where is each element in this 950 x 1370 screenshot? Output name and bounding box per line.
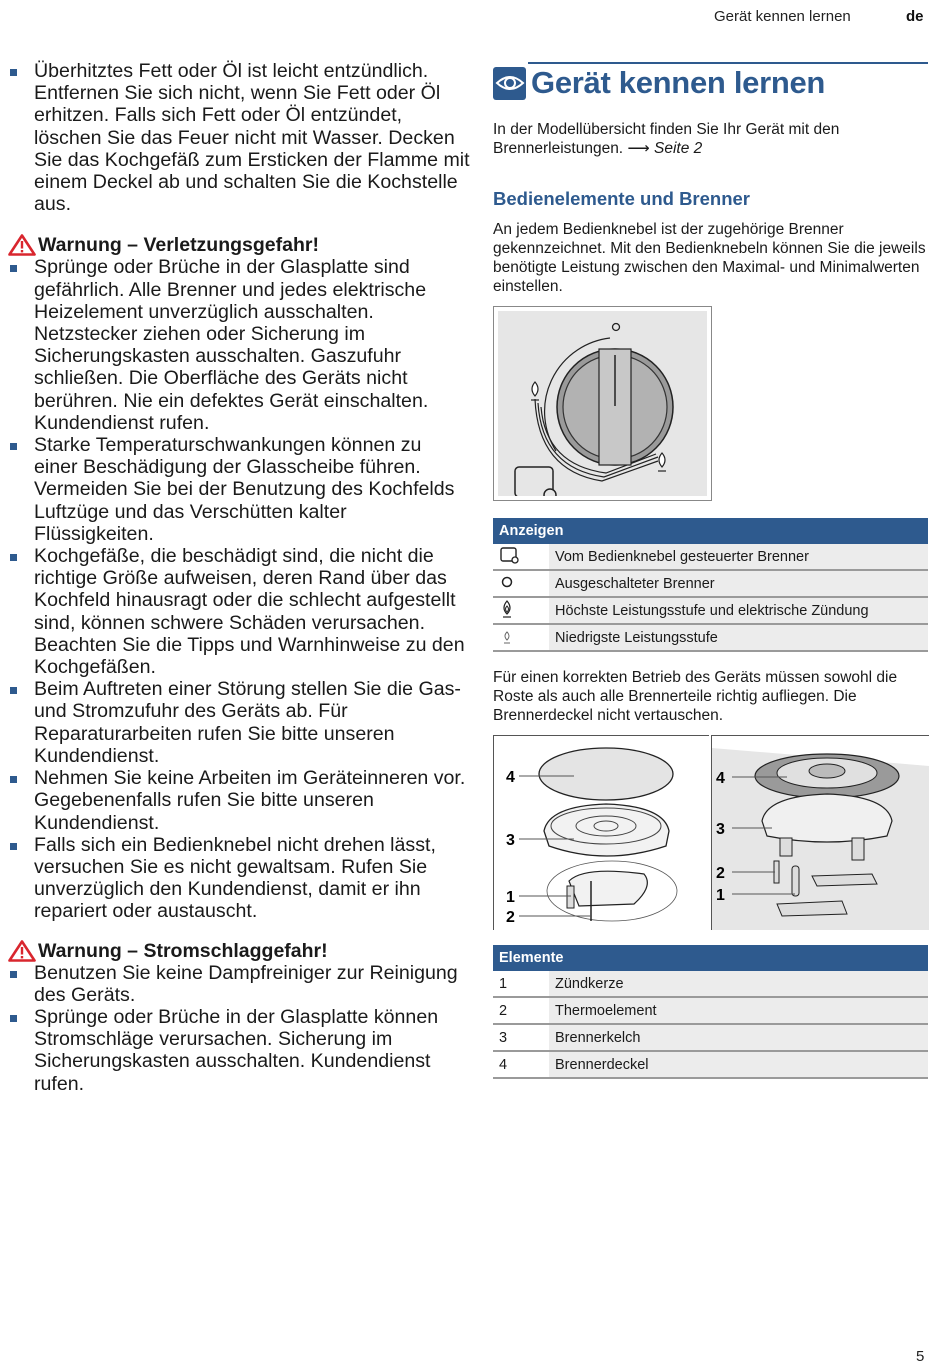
bullet-square-icon [10,554,17,561]
intro-paragraph: In der Modellübersicht finden Sie Ihr Gerät mit den Brennerleistungen. ⟶ Seite 2 [493,121,840,157]
warning-triangle-icon [8,940,36,962]
page-title: Gerät kennen lernen [493,65,928,101]
list-item: Starke Temperaturschwankungen können zu einer Beschädigung der Glasscheibe führen. Vermeiden Sie bei der Benutzung des Kochfelds Luftzüge und das Verschütten kalter Flüssigkeiten. [0,434,470,545]
table-header: Anzeigen [493,518,928,544]
callout-2: 2 [506,909,515,926]
bullet-square-icon [10,69,17,76]
callout-4: 4 [506,769,515,786]
elements-table [493,945,928,1079]
burner-figure-left [493,735,709,930]
assembly-paragraph: Für einen korrekten Betrieb des Geräts müssen sowohl die Roste als auch alle Brennerteile richtig aufliegen. Die Brennerdeckel nicht vertauschen. [493,669,898,724]
table-row: 3 Brennerkelch [493,1024,928,1051]
burner-position-icon [493,544,549,570]
off-circle-icon [493,570,549,597]
header-section-title: Gerät kennen lernen [714,8,851,25]
intro-bullet-list [0,60,470,215]
warning-injury-heading: Warnung – Verletzungsgefahr! [8,234,470,256]
bullet-square-icon [10,843,17,850]
small-flame-icon [493,624,549,651]
left-column [0,60,470,1095]
burner-figure-right [711,735,929,930]
list-item: Benutzen Sie keine Dampfreiniger zur Reinigung des Geräts. [0,962,470,1006]
large-flame-icon [493,597,549,624]
list-item: Sprünge oder Brüche in der Glasplatte können Stromschläge verursachen. Sicherung im Sicherungskasten ausschalten. Kundendienst rufen. [0,1006,470,1095]
list-item: Überhitztes Fett oder Öl ist leicht entzündlich. Entfernen Sie sich nicht, wenn Sie Fett oder Öl erhitzen. Falls sich Fett oder Öl entzündet, löschen Sie das Feuer nicht mit Wasser. Decken Sie das Kochgefäß zum Ersticken der Flamme mit einem Deckel ab und schalten Sie die Kochstelle aus. [0,60,470,215]
bullet-square-icon [10,265,17,272]
table-row: 1 Zündkerze [493,971,928,997]
list-item: Beim Auftreten einer Störung stellen Sie die Gas- und Stromzufuhr des Geräts ab. Für Reparaturarbeiten rufen Sie bitte unseren Kundendienst. [0,678,470,767]
callout-1: 1 [716,887,725,904]
warning-triangle-icon [8,234,36,256]
table-row: Ausgeschalteter Brenner [493,570,928,597]
warning-shock-heading: Warnung – Stromschlaggefahr! [8,940,470,962]
bullet-square-icon [10,443,17,450]
subheading-paragraph: An jedem Bedienknebel ist der zugehörige Brenner gekennzeichnet. Mit den Bedienknebeln können Sie die jeweils benötigte Leistung zwischen den Maximal- und Minimalwerten einstellen. [493,221,926,295]
page-number: 5 [916,1348,925,1365]
header-language: de [906,8,924,25]
page-reference-link[interactable]: Seite 2 [653,140,703,157]
bullet-square-icon [10,687,17,694]
table-row: 2 Thermoelement [493,997,928,1024]
list-item: Sprünge oder Brüche in der Glasplatte sind gefährlich. Alle Brenner und jedes elektrische Heizelement unverzüglich ausschalten. Netzstecker ziehen oder Sicherung im Sicherungskasten ausschalten. Gaszufuhr schließen. Die Oberfläche des Geräts nicht berühren. Nie ein defektes Gerät einschalten. Kundendienst rufen. [0,256,470,434]
list-item: Falls sich ein Bedienknebel nicht drehen lässt, versuchen Sie es nicht gewaltsam. Rufen Sie unverzüglich den Kundendienst, damit er ihn repariert oder austauscht. [0,834,470,923]
callout-4: 4 [716,770,725,787]
table-row: Niedrigste Leistungsstufe [493,624,928,651]
callout-3: 3 [716,821,725,838]
right-column [493,62,928,1073]
bullet-square-icon [10,1015,17,1022]
eye-icon [493,67,526,100]
callout-2: 2 [716,865,725,882]
callout-3: 3 [506,832,515,849]
warning-shock-list [0,962,470,1095]
bullet-square-icon [10,776,17,783]
callout-1: 1 [506,889,515,906]
arrow-right-icon: ⟶ [627,140,650,157]
title-rule [528,62,928,64]
warning-injury-list [0,256,470,922]
table-header: Elemente [493,945,928,971]
indicators-table [493,518,928,652]
subheading: Bedienelemente und Brenner [493,188,751,209]
list-item: Kochgefäße, die beschädigt sind, die nicht die richtige Größe aufweisen, deren Rand über das Kochfeld hinausragt oder die schlecht aufgestellt sind, können schwere Schäden verursachen. Beachten Sie die Tipps und Warnhinweise zu den Kochgefäßen. [0,545,470,678]
table-row: Höchste Leistungsstufe und elektrische Zündung [493,597,928,624]
table-row: Vom Bedienknebel gesteuerter Brenner [493,544,928,570]
bullet-square-icon [10,971,17,978]
table-row: 4 Brennerdeckel [493,1051,928,1078]
list-item: Nehmen Sie keine Arbeiten im Geräteinneren vor. Gegebenenfalls rufen Sie bitte unseren Kundendienst. [0,767,470,834]
control-knob-figure [493,306,712,501]
